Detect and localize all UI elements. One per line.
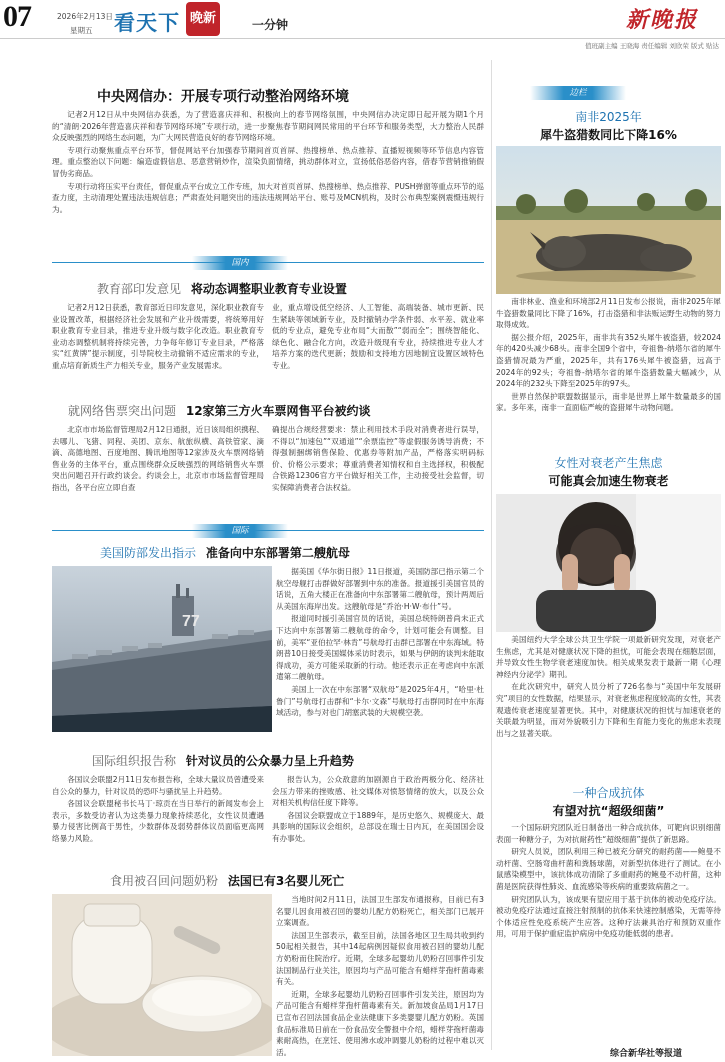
carrier-illustration — [52, 566, 272, 732]
section-tag-sidebar: 边栏 — [530, 86, 626, 100]
issue-weekday: 星期五 — [70, 26, 93, 35]
milk-body — [276, 894, 484, 1059]
page-number: 07 — [3, 0, 31, 33]
rhino-paragraph: 世界自然保护联盟数据显示，南非是世界上犀牛数量最多的国家。多年来，南非一直面临严峻的盗猎犀牛动物问题。 — [496, 391, 721, 413]
edu-headline — [97, 280, 347, 297]
lead-paragraph: 记者2月12日从中央网信办获悉，为了营造喜庆祥和、积极向上的春节网络氛围，中央网信办决定即日起开展为期1个月的“清朗·2026年营造喜庆祥和春节网络环境”专项行动，进一步聚焦春节期间网民常用的平台环节和服务类型，大力整治人民群众反映强烈的网络生态问题，为广大网民营造良好的春节网络环境。 — [52, 110, 484, 143]
edu-headline-gray: 教育部印发意见 — [97, 282, 182, 296]
milk-paragraph: 当地时间2月11日，法国卫生部发布通报称，目前已有3名婴儿因食用被召回的婴幼儿配方奶粉死亡，相关部门已展开立案调查。 — [276, 895, 484, 928]
aging-paragraph: 美国纽约大学全球公共卫生学院一项最新研究发现，对衰老产生焦虑，尤其是对健康状况下降的担忧，可能会表现在细胞层面，并导致女性生物学衰老速度加快。相关成果发表于最新一期《心理神经内分泌学》期刊。 — [496, 635, 721, 679]
violence-paragraph: 报告认为，公众敌意的加剧源自于政治两极分化、经济社会压力带来的挫败感、社交媒体对愤怒情绪的放大，以及公众对相关机构信任度下降等。 — [272, 775, 484, 808]
edu-headline-black: 将动态调整职业教育专业设置 — [190, 282, 347, 296]
rhino-paragraph: 南非林业、渔业和环境部2月11日发布公报说，南非2025年犀牛盗猎数量同比下降了16%，打击盗猎和非法贩运野生动物的努力取得成效。 — [496, 297, 721, 330]
lead-headline: 中央网信办：开展专项行动整治网络环境 — [97, 89, 349, 105]
navy-paragraph: 美国上一次在中东部署“双航母”是2025年4月，“哈里·杜鲁门”号航母打击群和“卡尔·文森”号航母打击群同时在中东海域活动，参与对也门胡塞武装的大规模空袭。 — [276, 684, 484, 718]
navy-headline-black: 准备向中东部署第二艘航母 — [205, 546, 350, 560]
milk-paragraph: 法国卫生部表示，截至目前，法国各地区卫生局共收到约50起相关报告，其中14起病例因疑似食用被召回的婴幼儿配方奶粉而住院治疗。近期，全球多起婴幼儿奶粉召回事件引发法国制品行业关注，原因均与产品可能含有蜡样芽孢杆菌毒素有关。 — [276, 930, 484, 987]
violence-col-1 — [52, 774, 264, 846]
aging-headline-1: 女性对衰老产生焦虑 — [554, 456, 663, 470]
aging-body — [496, 634, 721, 740]
rhino-photo — [496, 146, 721, 294]
antibody-paragraph: 一个国际研究团队近日制备出一种合成抗体，可靶向识别细菌表面一种糖分子，为对抗耐药性“超级细菌”提供了新思路。 — [496, 823, 721, 844]
milk-photo — [52, 894, 272, 1056]
violence-headline — [92, 752, 354, 769]
rhino-illustration — [496, 146, 721, 294]
edu-col-1 — [52, 302, 264, 373]
milk-powder-illustration — [52, 894, 272, 1056]
navy-headline-gray: 美国防部发出指示 — [100, 546, 197, 560]
antibody-paragraph: 研究团队认为，该成果有望应用于基于抗体的被动免疫疗法。被动免疫疗法通过直接注射预制的抗体来快速控制感染，无需等待个体适应性免疫系统产生应答。这种疗法兼具治疗和预防双重作用，可用于保护重症监护病房中免疫功能低弱的患者。 — [496, 894, 721, 939]
lead-paragraph: 专项行动将压实平台责任，督促重点平台成立工作专班，加大对首页首屏、热搜榜单、热点推荐、PUSH弹窗等重点环节的巡查力度，主动清理处置违法违规信息；严肃查处问题突出的违法违规网站平台、账号及MCN机构，及时公布典型案例震慑违规行为。 — [52, 181, 484, 214]
edu-text-1: 记者2月12日获悉，教育部近日印发意见，深化职业教育专业设置改革，根据经济社会发展和产业升级需要，将统筹用好职业教育专业目录，推进专业升级与数字化改造。职业教育专业动态调整机制将持续完善，力争每年修订专业目录，严格落实“红黄牌”提示制度，引导院校主动撤销不适应需求的专业，重点培育新质生产力相关专业，服务产业发展需求。 — [52, 303, 264, 370]
carrier-photo — [52, 566, 272, 732]
violence-col-2 — [272, 774, 484, 846]
violence-paragraph: 各国议会联盟成立于1889年，是历史悠久、规模庞大、最具影响的国际议会组织，总部设在瑞士日内瓦，在美国国会设有办事处。 — [272, 810, 484, 843]
edu-text-2: 业，重点增设低空经济、人工智能、高端装备、城市更新、民生紧缺等领域新专业，及时撤销办学条件弱、水平差、就业率低的专业点，避免专业布局“大而散”“弱而全”；围绕智能化、绿色化、融合化方向，改造升级现有专业，持续推进专业人才培养方案的迭代更新；鼓励和支持地方因地制宜设置区域特色专业。 — [272, 303, 484, 370]
antibody-body — [496, 822, 721, 941]
violence-headline-gray: 国际组织报告称 — [92, 754, 177, 768]
svg-text:77: 77 — [182, 613, 200, 630]
violence-paragraph: 各国议会联盟秘书长马丁·琼贡在当日举行的新闻发布会上表示，多数受访者认为这类暴力现象持续恶化，女性议员遭遇暴力侵害比例高于男性，少数群体及弱势群体议员面临更高网络暴力风险。 — [52, 799, 264, 843]
lead-paragraph: 专项行动聚焦重点平台环节，督促网站平台加强春节期间首页首屏、热搜榜单、热点推荐、直播短视频等环节信息内容管理。重点整治以下问题：编造虚假信息、恶意营销炒作，渲染负面情绪，挑动群体对立，宣扬低俗恶俗内容，借春节营销推销假冒伪劣商品。 — [52, 145, 484, 178]
rhino-paragraph: 据公报介绍，2025年，南非共有352头犀牛被盗猎，较2024年的420头减少68头。南非全国9个省中，夸祖鲁-纳塔尔省的犀牛盗猎情况最为严重，2025年，共有176头犀牛被盗猎，远高于2024年的92头；夸祖鲁-纳塔尔省的犀牛盗猎数量大幅减少，从2024年的232头下降至2025年的97头。 — [496, 332, 721, 389]
anxious-woman-illustration — [496, 494, 721, 632]
violence-paragraph: 各国议会联盟2月11日发布报告称，全球大量议员曾遭受来自公众的暴力，针对议员的恐吓与骚扰呈上升趋势。 — [52, 775, 264, 796]
rhino-headline-1: 南非2025年 — [575, 110, 642, 124]
antibody-headline-1: 一种合成抗体 — [572, 786, 645, 800]
credits-line: 值班副主编 王晓海 责任编辑 刘欣荣 版式 贴达 — [585, 42, 719, 50]
edu-col-2 — [272, 302, 484, 373]
issue-date: 2026年2月13日 — [57, 12, 113, 21]
column-subtitle: 一分钟 — [252, 18, 289, 32]
aging-photo — [496, 494, 721, 632]
train-col-2 — [272, 424, 484, 495]
navy-paragraph: 据美国《华尔街日报》11日报道，美国防部已指示第二个航空母舰打击群做好部署到中东的准备。报道援引美国官员的话说，五角大楼正在准备向中东部署第二艘航母，预计两周后从美国东海岸出发。这艘航母是“乔治·H·W·布什”号。 — [276, 567, 484, 611]
rhino-body — [496, 296, 721, 415]
train-headline-gray: 就网络售票突出问题 — [68, 404, 177, 418]
rhino-headline-2: 犀牛盗猎数同比下降16% — [540, 128, 677, 142]
column-title: 看天下 — [114, 11, 180, 35]
navy-body — [276, 566, 484, 720]
sidebar-divider — [491, 60, 492, 1050]
navy-headline — [100, 544, 350, 561]
aging-paragraph: 在此次研究中，研究人员分析了726名参与“美国中年发展研究”项目的女性数据，结果显示，对衰老焦虑程度较高的女性，其表观遗传衰老速度显著更快。其中，对健康状况的担忧与加速衰老的关联最为明显，而对外貌吸引力下降和生育能力变化的焦虑未表现出与之显著关联。 — [496, 682, 721, 738]
antibody-headline-2: 有望对抗“超级细菌” — [552, 804, 665, 818]
train-col-1 — [52, 424, 264, 495]
lead-body — [52, 109, 484, 216]
milk-paragraph: 近期，全球多起婴幼儿奶粉召回事件引发关注，原因均为产品可能含有蜡样芽孢杆菌毒素有关。新加坡食品局1月17日已宣布召回法国食品企业法健康下多类婴婴儿配方奶粉。英国食品标准局日前在一份食品安全警报中介绍，蜡样芽孢杆菌毒素耐高热，在烹饪、使用沸水或冲调婴儿奶粉的过程中难以灭活。 — [276, 989, 484, 1057]
masthead-rule — [0, 38, 725, 39]
train-text-2: 确提出合规经营要求：禁止利用技术手段对消费者进行误导，不得以“加速包”“双通道”“余票监控”等虚假服务诱导消费；不得强制捆绑销售保险、优惠券等附加产品，严格落实明码标价、价格公示要求；尊重消费者知情权和自主选择权，积极配合铁路12306官方平台做好相关工作，主动接受社会监督，切实保障消费者合法权益。 — [272, 425, 484, 492]
masthead — [0, 0, 725, 50]
aging-headline-2: 可能真会加速生物衰老 — [548, 474, 669, 488]
section-tag-domestic: 国内 — [192, 256, 288, 270]
train-text-1: 北京市市场监督管理局2月12日通报，近日该局组织携程、去哪儿、飞猪、同程、美团、京东、航旅纵横、高铁管家、滴滴、高德地图、百度地图、腾讯地图等12家涉及火车票网络销售业务的主体平台，重点围绕群众反映强烈的网络销售火车票突出问题召开行政约谈会。约谈会上，北京市市场监督管理局指出，各平台应立即自查 — [52, 425, 264, 492]
milk-headline-gray: 食用被召回问题奶粉 — [110, 874, 219, 888]
section-tag-international: 国际 — [192, 524, 288, 538]
newspaper-logo: 新晚报 — [626, 7, 699, 33]
train-headline-black: 12家第三方火车票网售平台被约谈 — [185, 404, 371, 418]
train-headline — [68, 402, 371, 419]
seal-logo: 晚新 — [186, 2, 220, 36]
violence-headline-black: 针对议员的公众暴力呈上升趋势 — [185, 754, 354, 768]
milk-headline — [110, 872, 344, 889]
antibody-paragraph: 研究人员说，团队利用三种已被充分研究的耐药菌——鲍曼不动杆菌、空肠弯曲杆菌和粪肠球菌，对新型抗体进行了测试。在小鼠感染模型中，该抗体成功清除了多重耐药的鲍曼不动杆菌，这种菌是医院获得性肺炎、血流感染等疾病的重要致病菌之一。 — [496, 847, 721, 891]
footer-source: 综合新华社等报道 — [610, 1049, 683, 1059]
milk-headline-black: 法国已有3名婴儿死亡 — [227, 874, 345, 888]
navy-paragraph: 报道同时援引美国官员的话说，美国总统特朗普尚未正式下达向中东部署第二艘航母的命令，计划可能会有调整。目前，美军“亚伯拉罕·林肯”号航母打击群已部署在中东海域。特朗普10日接受美国媒体采访时表示，如果与伊朗的谈判未能取得成功，美方可能采取新的行动。他还表示正在考虑向中东派遣第二艘航母。 — [276, 614, 484, 682]
